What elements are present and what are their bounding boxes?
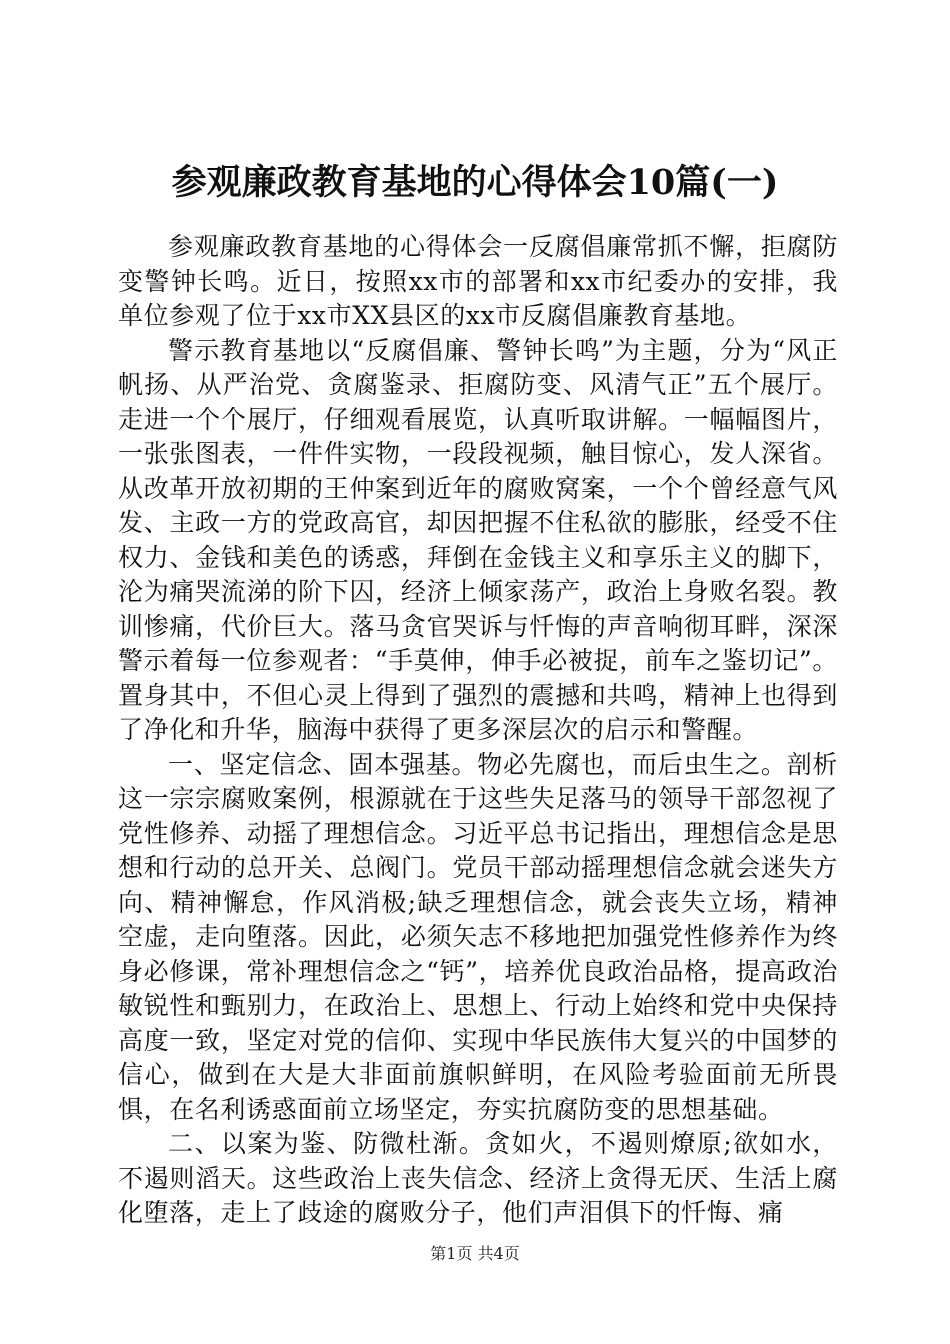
document-title: 参观廉政教育基地的心得体会10篇(一) — [171, 162, 779, 203]
page-footer: 第1页 共4页 — [430, 1244, 520, 1263]
paragraph-intro: 参观廉政教育基地的心得体会一反腐倡廉常抓不懈，拒腐防变警钟长鸣。近日，按照xx市的部署和xx市纪委办的安排，我单位参观了位于xx市XX县区的xx市反腐倡廉教育基地。 — [118, 232, 838, 330]
document-body — [118, 230, 838, 1231]
paragraph-exhibition: 警示教育基地以“反腐倡廉、警钟长鸣”为主题，分为“风正帆扬、从严治党、贪腐鉴录、拒腐防变、风清气正”五个展厅。走进一个个展厅，仔细观看展览，认真听取讲解。一幅幅图片，一张张图表，一件件实物，一段段视频，触目惊心，发人深省。从改革开放初期的王仲案到近年的腐败窝案，一个个曾经意气风发、主政一方的党政高官，却因把握不住私欲的膨胀，经受不住权力、金钱和美色的诱惑，拜倒在金钱主义和享乐主义的脚下，沦为痛哭流涕的阶下囚，经济上倾家荡产，政治上身败名裂。教训惨痛，代价巨大。落马贪官哭诉与忏悔的声音响彻耳畔，深深警示着每一位参观者：“手莫伸，伸手必被捉，前车之鉴切记”。置身其中，不但心灵上得到了强烈的震撼和共鸣，精神上也得到了净化和升华，脑海中获得了更多深层次的启示和警醒。 — [118, 335, 838, 744]
paragraph-point-one: 一、坚定信念、固本强基。物必先腐也，而后虫生之。剖析这一宗宗腐败案例，根源就在于这些失足落马的领导干部忽视了党性修养、动摇了理想信念。习近平总书记指出，理想信念是思想和行动的总开关、总阀门。党员干部动摇理想信念就会迷失方向、精神懈怠，作风消极;缺乏理想信念，就会丧失立场，精神空虚，走向堕落。因此，必须矢志不移地把加强党性修养作为终身必修课，常补理想信念之“钙”，培养优良政治品格，提高政治敏锐性和甄别力，在政治上、思想上、行动上始终和党中央保持高度一致，坚定对党的信仰、实现中华民族伟大复兴的中国梦的信心，做到在大是大非面前旗帜鲜明，在风险考验面前无所畏惧，在名利诱惑面前立场坚定，夯实抗腐防变的思想基础。 — [118, 749, 838, 1124]
paragraph-point-two: 二、以案为鉴、防微杜渐。贪如火，不遏则燎原;欲如水，不遏则滔天。这些政治上丧失信念、经济上贪得无厌、生活上腐化堕落，走上了歧途的腐败分子，他们声泪俱下的忏悔、痛 — [118, 1129, 838, 1227]
